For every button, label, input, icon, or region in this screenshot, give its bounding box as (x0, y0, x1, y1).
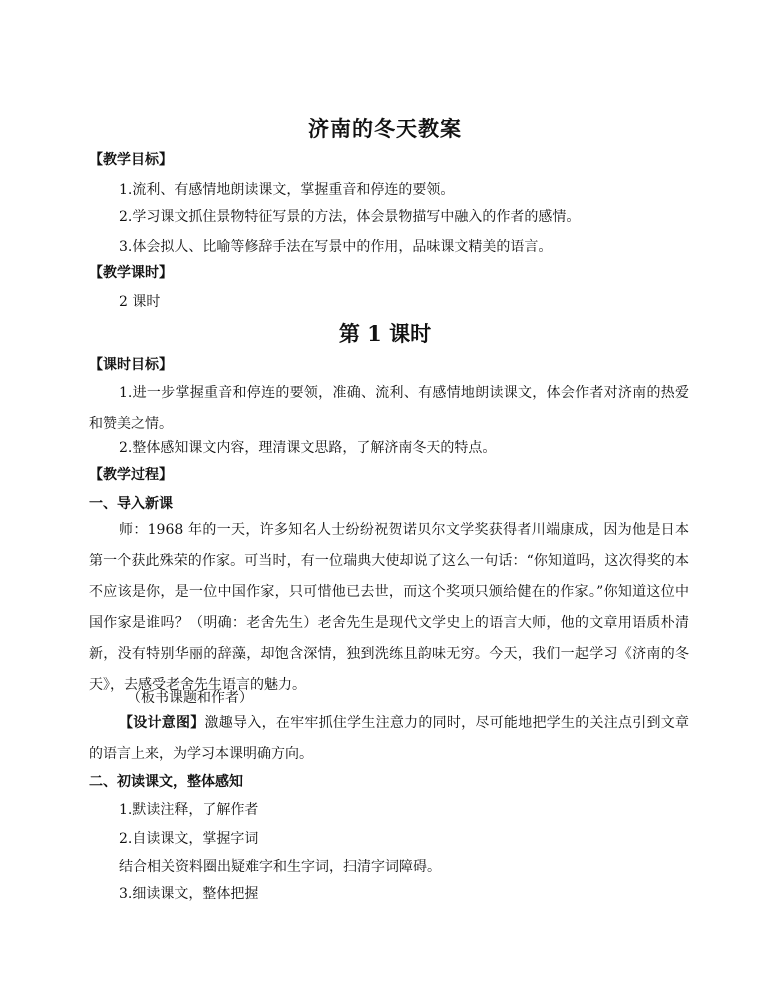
goal-item: 2.学习课文抓住景物特征写景的方法，体会景物描写中融入的作者的感情。 (119, 209, 581, 225)
design-intent-paragraph (89, 708, 689, 770)
part2-heading: 二、初读课文，整体感知 (89, 774, 243, 790)
document-title: 济南的冬天教案 (308, 116, 462, 141)
lesson-goals-heading: 【课时目标】 (89, 357, 173, 373)
design-intent-label: 【设计意图】 (119, 715, 205, 731)
part1-heading: 一、导入新课 (89, 496, 173, 512)
step-item: 3.细读课文，整体把握 (119, 886, 259, 902)
step-item: 1.默读注释，了解作者 (119, 802, 259, 818)
goals-heading: 【教学目标】 (89, 152, 173, 168)
hours-heading: 【教学课时】 (89, 265, 173, 281)
hours-value: 2 课时 (119, 294, 161, 310)
lesson-goal-item: 1.进一步掌握重音和停连的要领，准确、流利、有感情地朗读课文，体会作者对济南的热爱和赞美之情。 (89, 385, 689, 432)
goal-item: 1.流利、有感情地朗读课文，掌握重音和停连的要领。 (119, 182, 455, 198)
process-heading: 【教学过程】 (89, 467, 173, 483)
step-detail: 结合相关资料圈出疑难字和生字词，扫清字词障碍。 (119, 859, 441, 875)
design-intent-text: 激趣导入，在牢牢抓住学生注意力的同时，尽可能地把学生的关注点引到文章的语言上来，为学习本课明确方向。 (89, 715, 690, 762)
lesson-title: 第 1 课时 (338, 321, 432, 346)
intro-paragraph: 师：1968 年的一天，许多知名人士纷纷祝贺诺贝尔文学奖获得者川端康成，因为他是日本第一个获此殊荣的作家。可当时，有一位瑞典大使却说了这么一句话：“你知道吗，这次得奖的本不应该是你，是一位中国作家，只可惜他已去世，而这个奖项只颁给健在的作家。”你知道这位中国作家是谁吗？（明确：老舍先生）老舍先生是现代文学史上的语言大师，他的文章用语质朴清新，没有特别华丽的辞藻，却饱含深情，独到洗练且韵味无穷。今天，我们一起学习《济南的冬天》，去感受老舍先生语言的魅力。 (89, 522, 689, 693)
step-item: 2.自读课文，掌握字词 (119, 831, 259, 847)
lesson-goal-item: 2.整体感知课文内容，理清课文思路，了解济南冬天的特点。 (119, 440, 497, 456)
goal-item: 3.体会拟人、比喻等修辞手法在写景中的作用，品味课文精美的语言。 (119, 239, 553, 255)
board-note: （板书课题和作者） (127, 690, 253, 706)
